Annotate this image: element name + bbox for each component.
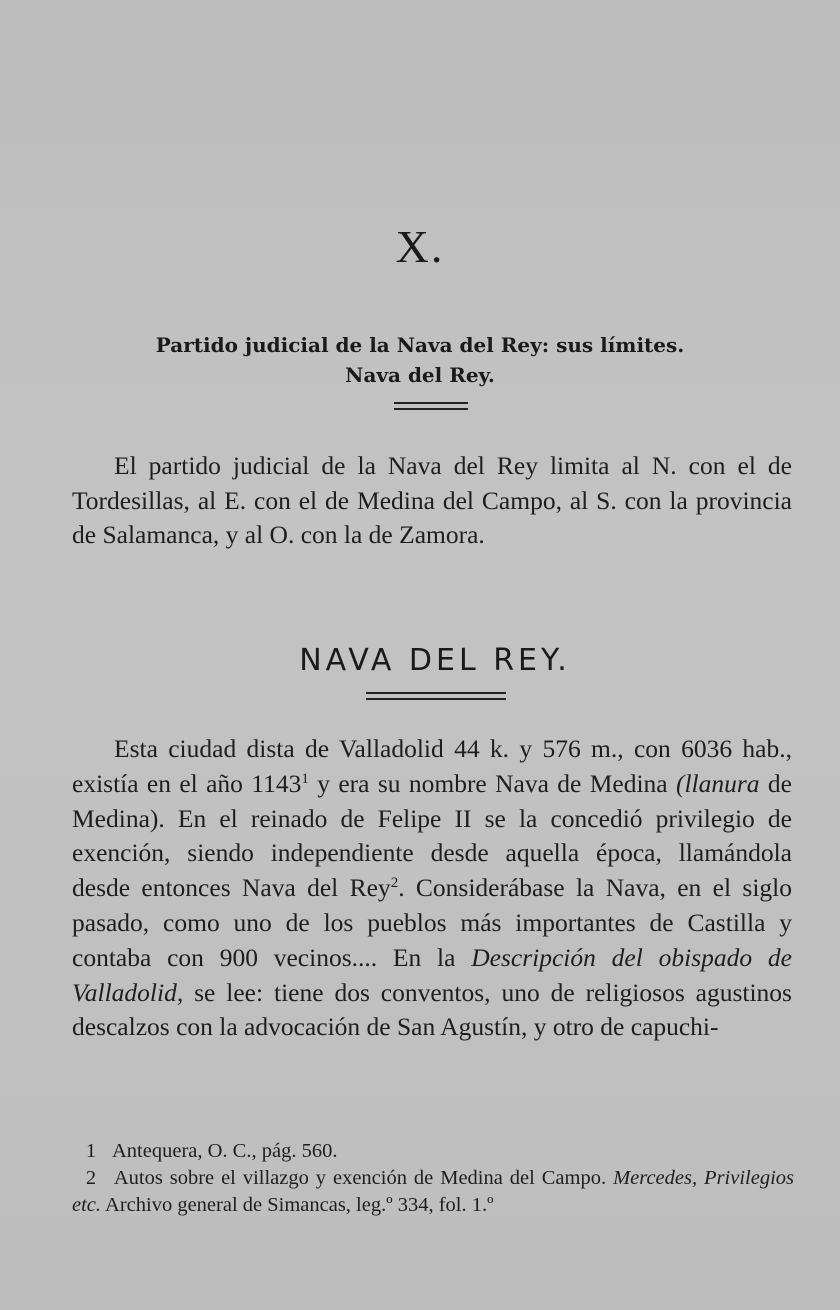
italic-text: Descripción del obispado de Valladolid,	[72, 942, 792, 1007]
footnote-number: 1	[85, 1140, 97, 1162]
chapter-heading-line1: Partido judicial de la Nava del Rey: sus límites.	[155, 333, 685, 357]
body-text: de Medina). En el reinado de Felipe II se la concedió privilegio de exención, siendo independiente desde aquella época, llamándola desde entonces Nava del Rey	[72, 768, 792, 903]
intro-paragraph	[72, 449, 792, 553]
footnote-italic: Mercedes, Privilegios etc.	[72, 1167, 795, 1216]
section-title: NAVA DEL REY.	[299, 643, 571, 678]
footnote-text: Antequera, O. C., pág. 560.	[112, 1140, 338, 1162]
body-text: Esta ciudad dista de Valladolid 44 k. y 576 m., con 6036 hab., existía en el año 1143	[72, 734, 792, 798]
double-rule-divider	[394, 402, 468, 410]
footnote-ref: 2	[390, 875, 399, 892]
body-text: se lee: tiene dos conventos, uno de religiosos agustinos descalzos con la advocación de San Agustín, y otro de capuchi-	[72, 977, 792, 1042]
body-paragraph	[72, 732, 792, 1045]
footnote-number: 2	[85, 1167, 97, 1189]
intro-text: El partido judicial de la Nava del Rey limita al N. con el de Tordesillas, al E. con el de Medina del Campo, al S. con la provincia de Salamanca, y al O. con la de Zamora.	[72, 451, 792, 549]
footnotes	[72, 1138, 794, 1219]
double-rule-divider	[366, 692, 506, 700]
footnote	[72, 1138, 794, 1165]
body-text: . Considerábase la Nava, en el siglo pasado, como uno de los pueblos más importantes de Castilla y contaba con 900 vecinos.... En la	[72, 873, 792, 972]
footnote-ref: 1	[301, 770, 309, 787]
chapter-heading-line2: Nava del Rey.	[345, 363, 495, 387]
italic-text: (llanura	[675, 768, 760, 798]
chapter-number: X.	[395, 221, 445, 272]
footnote-text: Autos sobre el villazgo y exención de Medina del Campo.	[113, 1167, 607, 1189]
footnote-text: Archivo general de Simancas, leg.º 334, fol. 1.º	[101, 1194, 494, 1216]
footnote	[72, 1165, 794, 1219]
body-text: y era su nombre Nava de Medina	[308, 768, 676, 798]
